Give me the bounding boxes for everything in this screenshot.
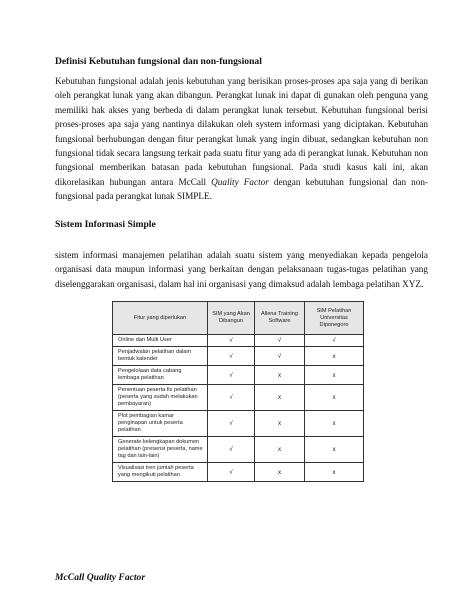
table-row [113, 366, 364, 385]
mark-cell: √ [208, 437, 255, 463]
paragraph-text-part1: Kebutuhan fungsional adalah jenis kebutuhan yang berisikan proses-proses apa saja yang di berikan oleh perangkat lunak yang akan dibangun. Perangkat lunak ini dapat di gunakan oleh penguna yang memiliki hak akses yang berbeda di dalam perangkat lunak tersebut. Kebutuhan fungsional berisi proses-proses apa saja yang nantinya dilakukan oleh system informasi yang diciptakan. Kebutuhan fungsional berhubungan dengan fitur perangkat lunak yang ingin dibuat, sedangkan kebutuhan non fungsional tidak secara langsung terkait pada suatu fitur yang ada di perangkat lunak. Kebutuhan non fungsional memberikan batasan pada kebutuhan fungsional. Pada studi kasus kali ini, akan dikorelasikan hubungan antara McCall [55, 76, 428, 187]
feature-comparison-table [112, 301, 364, 482]
section-heading-sistem-informasi: Sistem Informasi Simple [55, 219, 156, 230]
mark-cell: x [305, 366, 364, 385]
section-heading-mccall: McCall Quality Factor [55, 572, 146, 583]
mark-cell: √ [208, 385, 255, 411]
mark-cell: √ [208, 366, 255, 385]
paragraph-italic-term: Quality Factor [211, 176, 269, 187]
mark-cell: √ [305, 335, 364, 347]
mark-cell: x [305, 463, 364, 482]
section-heading-definisi: Definisi Kebutuhan fungsional dan non-fungsional [55, 56, 262, 67]
mark-cell: x [305, 437, 364, 463]
column-header-fitur: Fitur yang diperlukan [113, 302, 208, 335]
feature-cell: Visualisasi tren jumlah peserta yang mengikuti pelatihan [113, 463, 208, 482]
feature-cell: Generate kelengkapan dokumen pelatihan (presensi peserta, name tag dan lain-lain) [113, 437, 208, 463]
feature-cell: Penjadwalan pelatihan dalam bentuk kalender [113, 347, 208, 366]
feature-cell: Pengelolaan data cabang lembaga pelatihan [113, 366, 208, 385]
column-header-allena: Allena Training Software [255, 302, 305, 335]
mark-cell: √ [208, 411, 255, 437]
table-row [113, 385, 364, 411]
mark-cell: √ [255, 347, 305, 366]
mark-cell: x [255, 385, 305, 411]
column-header-undip: SIM Pelatihan Universitas Diponegoro [305, 302, 364, 335]
mark-cell: x [255, 463, 305, 482]
feature-cell: Penentuan peserta fix pelatihan (peserta yang sudah melakukan pembayaran) [113, 385, 208, 411]
table-row [113, 411, 364, 437]
mark-cell: x [305, 385, 364, 411]
table-row [113, 463, 364, 482]
paragraph-text-part2: dengan kebutuhan fungsional dan non-fungsional pada perangkat lunak SIMPLE. [55, 176, 428, 202]
mark-cell: x [255, 366, 305, 385]
column-header-sim-dibangun: SIM yang Akan Dibangun [208, 302, 255, 335]
mark-cell: x [305, 411, 364, 437]
mark-cell: √ [208, 335, 255, 347]
table-row [113, 335, 364, 347]
mark-cell: √ [208, 347, 255, 366]
table-header-row [113, 302, 364, 335]
feature-cell: Plot pembagian kamar penginapan untuk peserta pelatihan [113, 411, 208, 437]
mark-cell: √ [208, 463, 255, 482]
mark-cell: x [255, 437, 305, 463]
paragraph-kebutuhan-fungsional [55, 74, 428, 204]
feature-cell: Online dan Multi User [113, 335, 208, 347]
mark-cell: √ [255, 335, 305, 347]
mark-cell: x [305, 347, 364, 366]
mark-cell: x [255, 411, 305, 437]
paragraph-sistem-informasi: sistem informasi manajemen pelatihan adalah suatu sistem yang menyediakan kepada pengelola organisasi data maupun informasi yang berkaitan dengan pelaksanaan tugas-tugas pelatihan yang diselenggarakan organisasi, dalam hal ini organisasi yang dimaksud adalah lembaga pelatihan XYZ. [55, 250, 428, 289]
table-row [113, 437, 364, 463]
table-row [113, 347, 364, 366]
